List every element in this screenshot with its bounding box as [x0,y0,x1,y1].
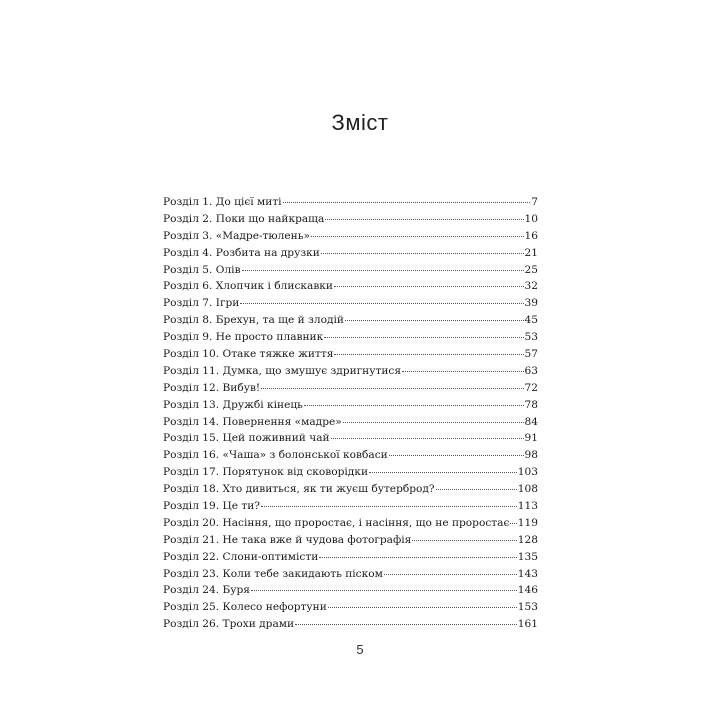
toc-entry [163,447,538,464]
toc-entry [163,566,538,583]
toc-entry [163,515,538,532]
toc-entry [163,380,538,397]
dot-leader [384,565,517,575]
toc-entry [163,245,538,262]
dot-leader [369,463,517,473]
toc-entry-page: 135 [517,550,538,563]
toc-entry-page: 21 [524,246,538,259]
toc-entry [163,549,538,566]
toc-entry-label: Розділ 7. Ігри [163,297,240,310]
toc-entry-page: 91 [524,432,538,445]
dot-leader [304,396,524,406]
toc-entry-label: Розділ 21. Не така вже й чудова фотографія [163,533,412,546]
toc-entry-label: Розділ 6. Хлопчик і блискавки [163,280,333,293]
toc-entry [163,211,538,228]
dot-leader [436,480,517,490]
dot-leader [334,277,524,287]
toc-entry-page: 143 [517,567,538,580]
toc-entry [163,194,538,211]
toc-entry [163,498,538,515]
page-number: 5 [356,642,364,657]
toc-entry-label: Розділ 3. «Мадре-тюлень» [163,229,310,242]
toc-entry-page: 16 [524,229,538,242]
toc-entry-label: Розділ 14. Повернення «мадре» [163,415,342,428]
toc-entry [163,414,538,431]
toc-entry-label: Розділ 25. Колесо нефортуни [163,601,327,614]
contents-title: Зміст [331,110,389,135]
toc-entry-label: Розділ 19. Це ти? [163,500,260,513]
toc-entry [163,363,538,380]
toc-entry-page: 128 [517,533,538,546]
toc-entry-label: Розділ 17. Порятунок від сковорідки [163,466,369,479]
toc-entry [163,278,538,295]
toc-entry [163,397,538,414]
toc-entry [163,616,538,633]
toc-entry [163,481,538,498]
dot-leader [402,362,523,372]
dot-leader [261,497,517,507]
toc-entry-label: Розділ 20. Насіння, що проростає, і насіння, що не проростає [163,516,510,529]
toc-entry-label: Розділ 9. Не просто плавник [163,331,324,344]
toc-entry [163,346,538,363]
toc-entry-label: Розділ 11. Думка, що змушує здригнутися [163,364,402,377]
dot-leader [251,581,517,591]
toc-entry [163,430,538,447]
dot-leader [389,446,524,456]
toc-entry-page: 39 [524,297,538,310]
dot-leader [412,531,516,541]
toc-entry [163,464,538,481]
dot-leader [261,379,523,389]
toc-entry-label: Розділ 13. Дружбі кінець [163,398,303,411]
dot-leader [319,548,517,558]
toc-entry-page: 84 [524,415,538,428]
dot-leader [240,294,523,304]
toc-entry-page: 10 [524,212,538,225]
toc-entry-page: 146 [517,584,538,597]
dot-leader [343,413,524,423]
toc-entry-label: Розділ 4. Розбита на друзки [163,246,320,259]
toc-entry-page: 119 [517,516,538,529]
toc-entry-page: 103 [517,466,538,479]
dot-leader [331,429,524,439]
table-of-contents [163,194,538,633]
toc-entry-label: Розділ 15. Цей поживний чай [163,432,330,445]
toc-entry [163,312,538,329]
toc-entry-label: Розділ 8. Брехун, та ще й злодій [163,314,344,327]
dot-leader [325,210,523,220]
dot-leader [328,598,517,608]
toc-entry-label: Розділ 26. Трохи драми [163,618,295,631]
toc-entry-page: 25 [524,263,538,276]
toc-entry-label: Розділ 10. Отаке тяжке життя [163,348,334,361]
toc-entry-page: 72 [524,381,538,394]
dot-leader [283,193,531,203]
toc-entry-page: 153 [517,601,538,614]
dot-leader [311,227,524,237]
toc-entry-page: 32 [524,280,538,293]
dot-leader [242,261,524,271]
toc-entry-label: Розділ 5. Олів [163,263,241,276]
toc-entry-page: 53 [524,331,538,344]
toc-entry-label: Розділ 24. Буря [163,584,250,597]
toc-entry-page: 161 [517,618,538,631]
dot-leader [321,244,524,254]
toc-entry-label: Розділ 2. Поки що найкраща [163,212,325,225]
dot-leader [324,328,523,338]
dot-leader [510,514,516,524]
toc-entry-label: Розділ 1. До цієї миті [163,196,282,208]
toc-entry [163,295,538,312]
dot-leader [295,615,517,625]
toc-entry-label: Розділ 12. Вибув! [163,381,261,394]
toc-entry [163,262,538,279]
toc-entry-page: 108 [517,483,538,496]
toc-entry-label: Розділ 22. Слони-оптимісти [163,550,319,563]
dot-leader [345,311,524,321]
toc-entry [163,582,538,599]
dot-leader [334,345,523,355]
toc-entry [163,329,538,346]
toc-entry-label: Розділ 18. Хто дивиться, як ти жуєш бутерброд? [163,483,435,496]
toc-entry [163,599,538,616]
toc-entry-page: 78 [524,398,538,411]
toc-entry [163,532,538,549]
toc-entry-page: 45 [524,314,538,327]
toc-entry-page: 7 [531,196,538,208]
toc-entry-page: 98 [524,449,538,462]
toc-entry-label: Розділ 23. Коли тебе закидають піском [163,567,383,580]
toc-entry-page: 113 [517,500,538,513]
toc-entry-page: 57 [524,348,538,361]
toc-entry-label: Розділ 16. «Чаша» з болонської ковбаси [163,449,388,462]
toc-entry [163,228,538,245]
toc-entry-page: 63 [524,364,538,377]
